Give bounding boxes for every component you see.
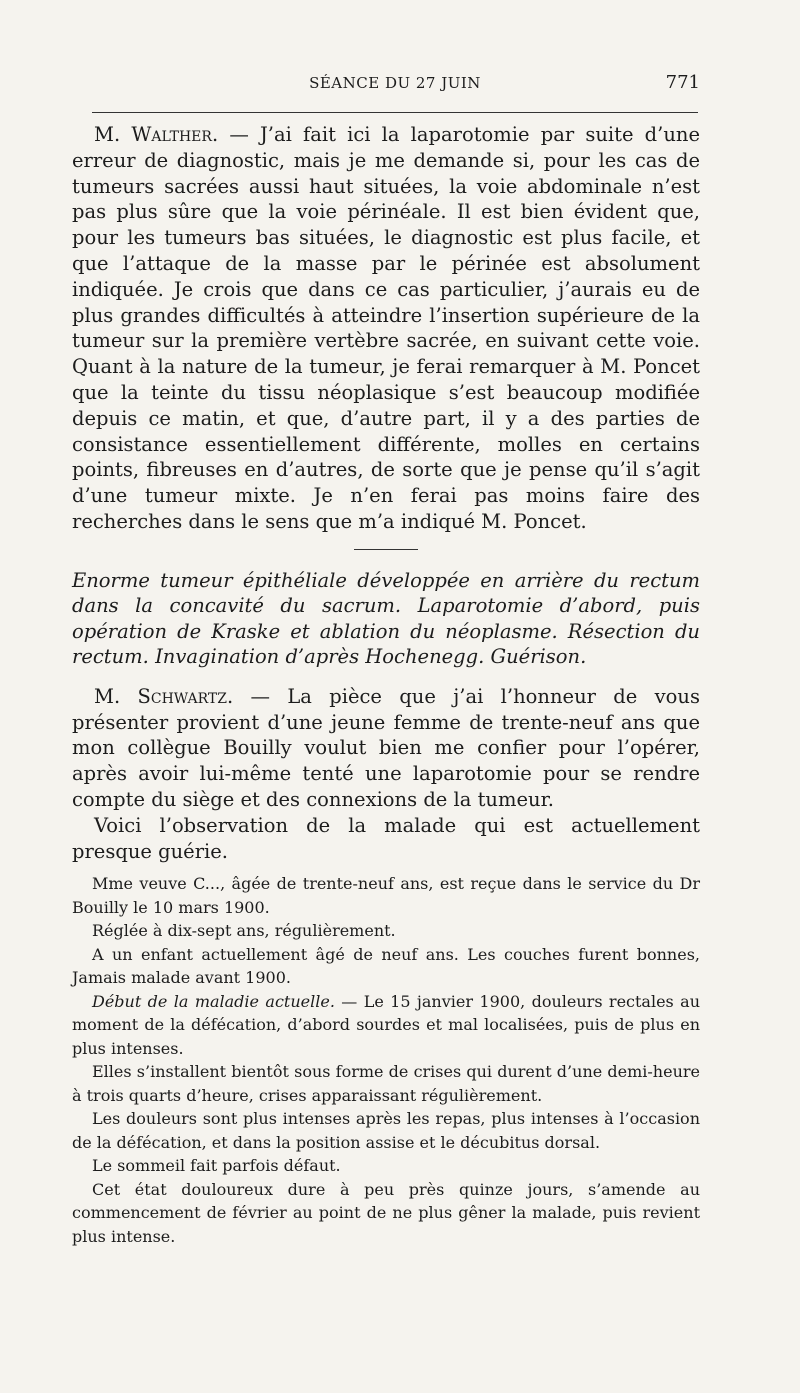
running-title: SÉANCE DU 27 JUIN xyxy=(309,74,481,92)
body-text xyxy=(72,122,700,1248)
header-rule xyxy=(92,112,698,113)
observation-p2: Réglée à dix-sept ans, régulièrement. xyxy=(92,921,396,941)
section-separator xyxy=(354,549,418,550)
speaker-walther: M. Walther. xyxy=(94,123,219,146)
observation-p6: Les douleurs sont plus intenses après les repas, plus intenses à l’occasion de la défécation, et dans la position assise et le décubitus dorsal. xyxy=(72,1109,700,1152)
observation-p3: A un enfant actuellement âgé de neuf ans. Les couches furent bonnes, Jamais malade avant 1900. xyxy=(72,944,700,988)
spacer xyxy=(72,864,700,872)
observation-p4-label: Début de la maladie actuelle. xyxy=(92,991,335,1011)
observation-p4 xyxy=(72,990,700,1061)
observation-p4-text: — Le 15 janvier 1900, douleurs rectales au moment de la défécation, d’abord sourdes et mal localisées, puis de plus en plus intenses. xyxy=(72,991,701,1058)
page-number: 771 xyxy=(665,72,700,93)
schwartz-paragraph xyxy=(72,684,700,813)
observation-p8: Cet état douloureux dure à peu près quinze jours, s’amende au commencement de février au point de ne plus gêner la malade, puis revient plus intense. xyxy=(72,1179,700,1246)
observation-p7: Le sommeil fait parfois défaut. xyxy=(92,1156,341,1176)
speaker-schwartz: M. Schwartz. xyxy=(94,684,234,708)
page-header xyxy=(90,70,700,100)
walther-paragraph xyxy=(72,122,700,535)
observation-p1: Mme veuve C..., âgée de trente-neuf ans, est reçue dans le service du Dr Bouilly le 10 mars 1900. xyxy=(72,874,700,917)
walther-text: — J’ai fait ici la laparotomie par suite d’une erreur de diagnostic, mais je me demande si, pour les cas de tumeurs sacrées aussi haut situées, la voie abdominale n’est pas plus sûre que la voie périnéale. Il est bien évident que, pour les tumeurs bas situées, le diagnostic est plus facile, et que l’attaque de la masse par le périnée est absolument indiquée. Je crois que dans ce cas particulier, j’aurais eu de plus grandes difficultés à atteindre l’insertion supérieure de la tumeur sur la première vertèbre sacrée, en suivant cette voie. Quant à la nature de la tumeur, je ferai remarquer à M. Poncet que la teinte du tissu néoplasique s’est beaucoup modifiée depuis ce matin, et que, d’autre part, il y a des parties de consistance essentiellement différente, molles en certains points, fibreuses en d’autres, de sorte que je pense qu’il s’agit d’une tumeur mixte. Je n’en ferai pas moins faire des recherches dans le sens que m’a indiqué M. Poncet. xyxy=(72,123,700,533)
schwartz-text: — La pièce que j’ai l’honneur de vous présenter provient d’une jeune femme de trente-neuf ans que mon collègue Bouilly voulut bien me confier pour l’opérer, après avoir lui-même tenté une laparotomie pour se rendre compte du siège et des connexions de la tumeur. xyxy=(72,684,700,811)
schwartz-paragraph-2: Voici l’observation de la malade qui est actuellement presque guérie. xyxy=(72,813,700,863)
section-title: Enorme tumeur épithéliale développée en arrière du rectum dans la concavité du sacrum. Laparotomie d’abord, puis opération de Kraske et ablation du néoplasme. Résection du rectum. Invagination d’après Hochenegg. Guérison. xyxy=(72,568,700,669)
observation-p5: Elles s’installent bientôt sous forme de crises qui durent d’une demi-heure à trois quarts d’heure, crises apparaissant régulièrement. xyxy=(72,1062,700,1105)
